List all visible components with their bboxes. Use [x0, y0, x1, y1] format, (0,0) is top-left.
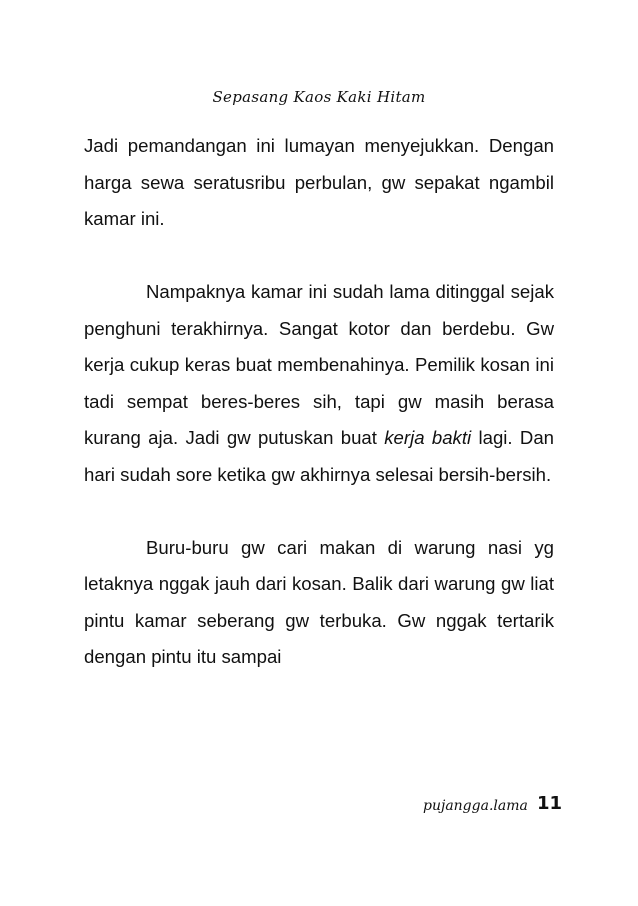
- paragraph-2: [84, 274, 554, 493]
- page-number: 11: [537, 793, 563, 814]
- footer-author: pujangga.lama: [423, 798, 528, 814]
- paragraph-2-italic: kerja bakti: [384, 427, 472, 448]
- running-title: Sepasang Kaos Kaki Hitam: [212, 88, 426, 106]
- paragraph-1: Jadi pemandangan ini lumayan menyejukkan. Dengan harga sewa seratusribu perbulan, gw sepakat ngambil kamar ini.: [84, 135, 554, 229]
- paragraph-3: Buru-buru gw cari makan di warung nasi yg letaknya nggak jauh dari kosan. Balik dari warung gw liat pintu kamar seberang gw terbuka. Gw nggak tertarik dengan pintu itu sampai: [84, 536, 554, 667]
- paragraph-2-text-b: lagi. Dan hari sudah sore ketika gw akhirnya selesai bersih-bersih.: [84, 427, 555, 485]
- paragraph-2-text-a: Nampaknya kamar ini sudah lama ditinggal sejak penghuni terakhirnya. Sangat kotor dan berdebu. Gw kerja cukup keras buat membenahinya. Pemilik kosan ini tadi sempat beres-beres sih, tapi gw masih berasa kurang aja. Jadi gw putuskan buat: [84, 281, 554, 448]
- body-text: [84, 128, 554, 676]
